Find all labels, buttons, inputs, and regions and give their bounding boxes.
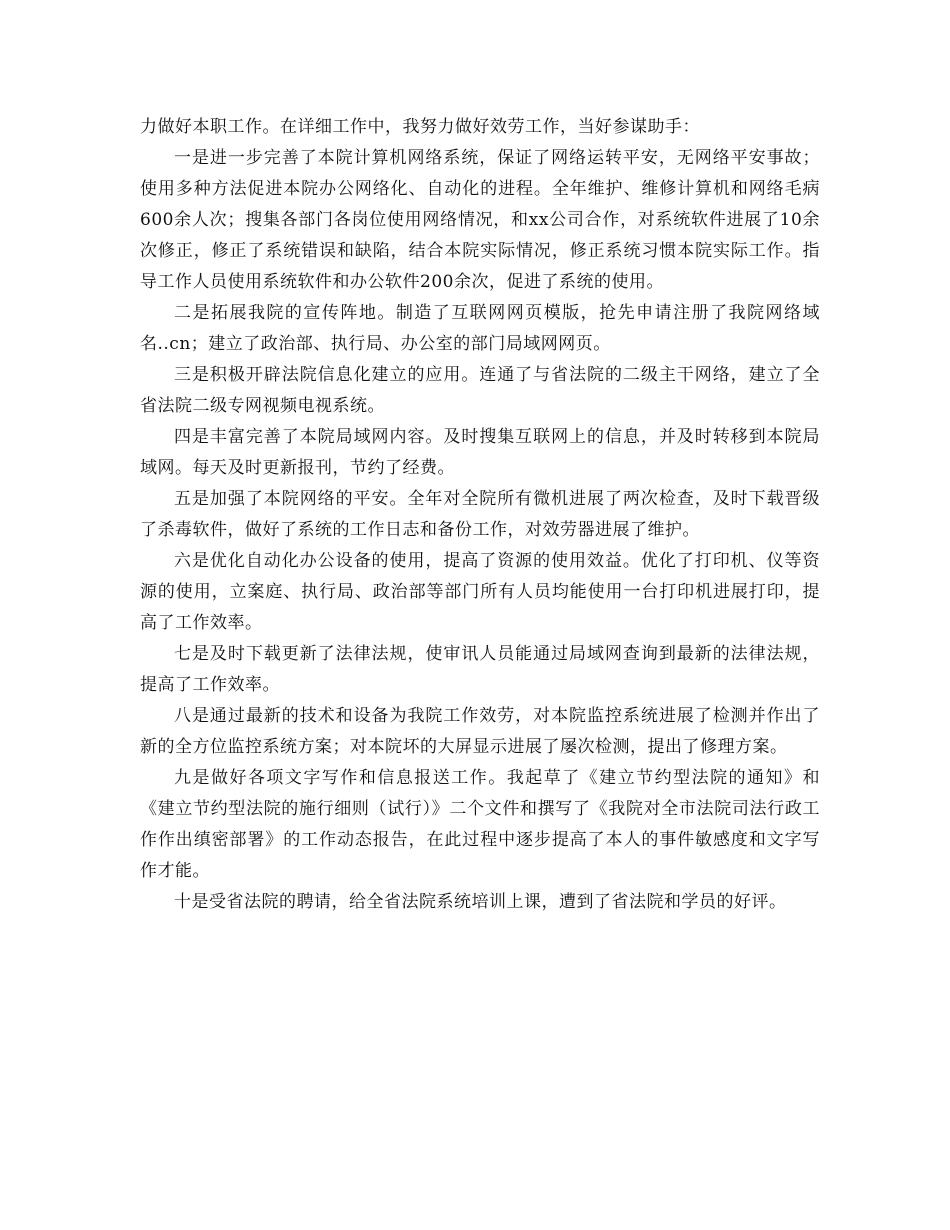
paragraph-item-7: 七是及时下载更新了法律法规，使审讯人员能通过局域网查询到最新的法律法规，提高了工作效率。	[140, 644, 820, 695]
paragraph-item-6: 六是优化自动化办公设备的使用，提高了资源的使用效益。优化了打印机、仪等资源的使用，立案庭、执行局、政治部等部门所有人员均能使用一台打印机进展打印，提高了工作效率。	[140, 551, 820, 633]
paragraph-item-10: 十是受省法院的聘请，给全省法院系统培训上课，遭到了省法院和学员的好评。	[174, 892, 787, 912]
paragraph-item-2: 二是拓展我院的宣传阵地。制造了互联网网页模版，抢先申请注册了我院网络域名..cn；建立了政治部、执行局、办公室的部门局域网网页。	[140, 303, 820, 354]
paragraph-item-9: 九是做好各项文字写作和信息报送工作。我起草了《建立节约型法院的通知》和《建立节约型法院的施行细则（试行）》二个文件和撰写了《我院对全市法院司法行政工作作出缜密部署》的工作动态报告，在此过程中逐步提高了本人的事件敏感度和文字写作才能。	[140, 768, 820, 881]
paragraph-intro: 力做好本职工作。在详细工作中，我努力做好效劳工作，当好参谋助手：	[140, 117, 700, 137]
paragraph-item-3: 三是积极开辟法院信息化建立的应用。连通了与省法院的二级主干网络，建立了全省法院二级专网视频电视系统。	[140, 365, 820, 416]
document-body	[140, 112, 820, 918]
paragraph-item-1: 一是进一步完善了本院计算机网络系统，保证了网络运转平安，无网络平安事故；使用多种方法促进本院办公网络化、自动化的进程。全年维护、维修计算机和网络毛病600余人次；搜集各部门各岗位使用网络情况，和xx公司合作，对系统软件进展了10余次修正，修正了系统错误和缺陷，结合本院实际情况，修正系统习惯本院实际工作。指导工作人员使用系统软件和办公软件200余次，促进了系统的使用。	[140, 148, 820, 292]
paragraph-item-8: 八是通过最新的技术和设备为我院工作效劳，对本院监控系统进展了检测并作出了新的全方位监控系统方案；对本院坏的大屏显示进展了屡次检测，提出了修理方案。	[140, 706, 820, 757]
paragraph-item-5: 五是加强了本院网络的平安。全年对全院所有微机进展了两次检查，及时下载晋级了杀毒软件，做好了系统的工作日志和备份工作，对效劳器进展了维护。	[140, 489, 820, 540]
paragraph-item-4: 四是丰富完善了本院局域网内容。及时搜集互联网上的信息，并及时转移到本院局域网。每天及时更新报刊，节约了经费。	[140, 427, 820, 478]
